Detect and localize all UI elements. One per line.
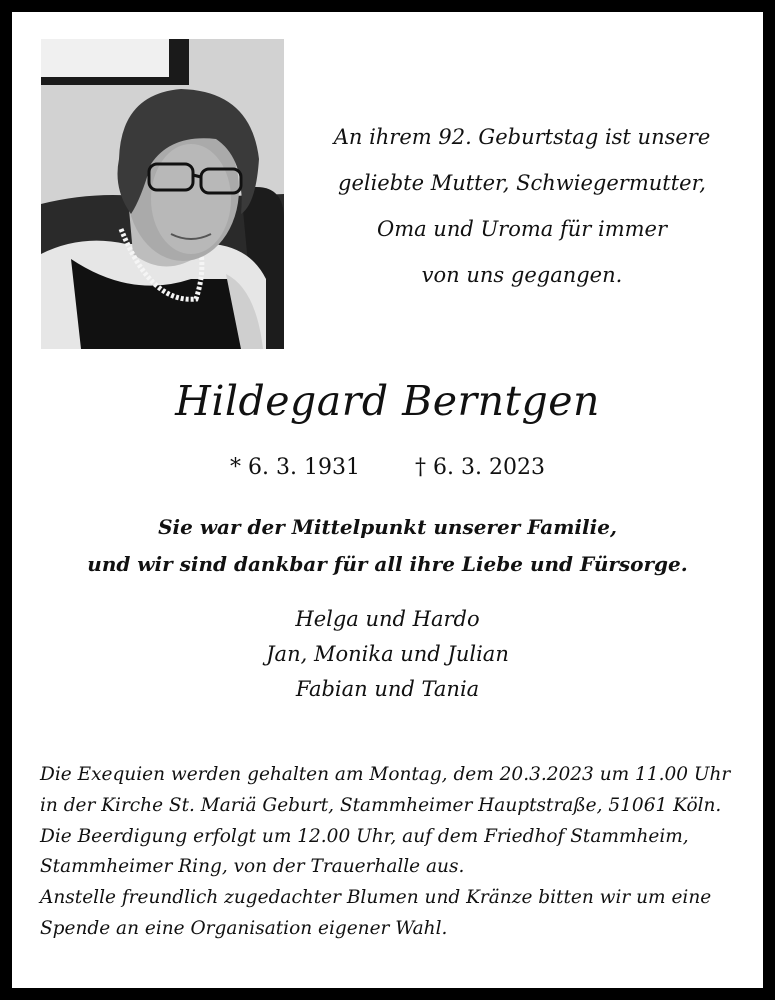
intro-line: An ihrem 92. Geburtstag ist unsere: [333, 125, 711, 149]
birth-date: * 6. 3. 1931: [230, 455, 360, 480]
family-line: Helga und Hardo: [295, 607, 480, 631]
memorial-quote: [12, 509, 763, 583]
quote-line: Sie war der Mittelpunkt unserer Familie,: [158, 515, 617, 539]
family-line: Fabian und Tania: [295, 677, 480, 701]
death-date: † 6. 3. 2023: [415, 455, 545, 480]
life-dates: [12, 455, 763, 480]
intro-text: [332, 114, 712, 298]
intro-line: Oma und Uroma für immer: [376, 217, 667, 241]
obituary-page: [12, 12, 763, 988]
quote-line: und wir sind dankbar für all ihre Liebe und Fürsorge.: [87, 552, 688, 576]
intro-line: geliebte Mutter, Schwiegermutter,: [338, 171, 706, 195]
notice-line: Die Beerdigung erfolgt um 12.00 Uhr, auf dem Friedhof Stammheim,: [40, 825, 689, 847]
family-line: Jan, Monika und Julian: [266, 642, 509, 666]
notice-line: Stammheimer Ring, von der Trauerhalle aus.: [40, 856, 465, 878]
notice-line: Spende an eine Organisation eigener Wahl.: [40, 917, 448, 939]
notice-line: in der Kirche St. Mariä Geburt, Stammheimer Hauptstraße, 51061 Köln.: [40, 794, 722, 816]
family-names: [12, 602, 763, 707]
deceased-name: Hildegard Berntgen: [175, 377, 600, 425]
funeral-notice: [40, 760, 750, 945]
notice-line: Anstelle freundlich zugedachter Blumen und Kränze bitten wir um eine: [40, 887, 712, 909]
intro-line: von uns gegangen.: [421, 263, 623, 287]
portrait-photo: [41, 39, 284, 349]
notice-line: Die Exequien werden gehalten am Montag, dem 20.3.2023 um 11.00 Uhr: [40, 764, 731, 785]
